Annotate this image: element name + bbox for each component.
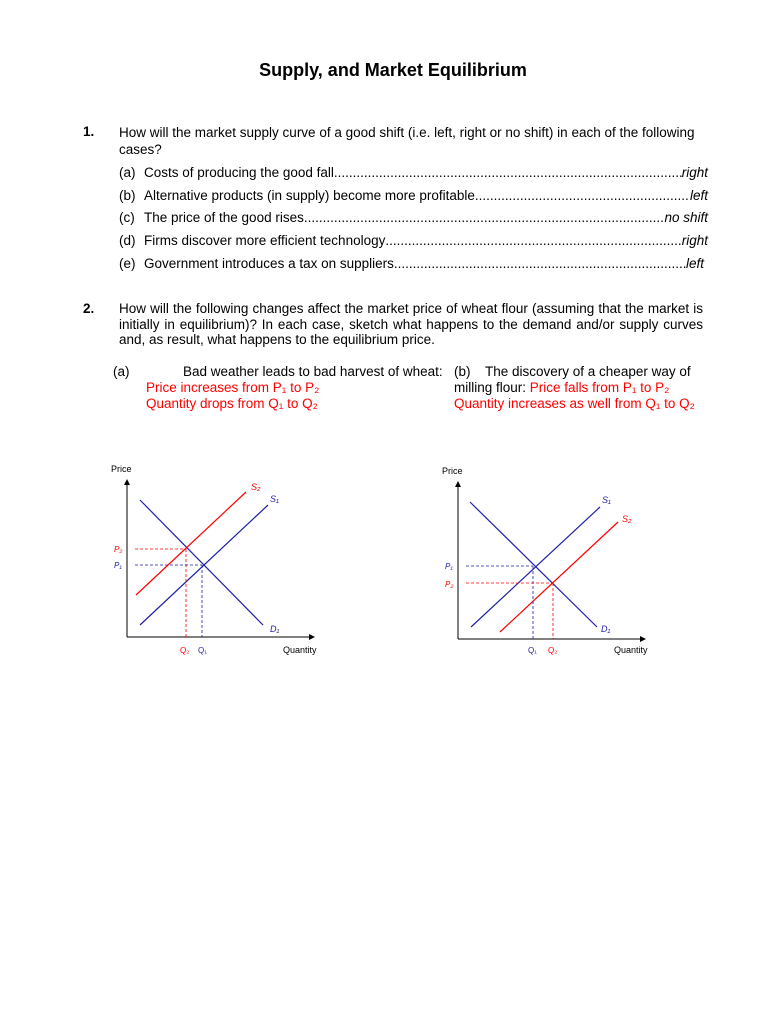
p1-label: P₁ — [445, 562, 453, 571]
q1-label: Q₁ — [198, 646, 207, 655]
q2a-text: Bad weather leads to bad harvest of wheat: — [183, 364, 443, 379]
q1-item-c — [119, 210, 708, 225]
q2b-answer-price-line — [454, 380, 669, 396]
y-axis-label: Price — [111, 464, 132, 474]
q1-label: Q₁ — [528, 646, 537, 655]
question-2-text: How will the following changes affect the market price of wheat flour (assuming that the market is initially in equilibrium)? In each case, sketch what happens to the demand and/or supply curves and, as result, what happens to the equilibrium price. — [119, 301, 703, 347]
q1-item-b — [119, 188, 708, 203]
item-label: (a) — [119, 165, 136, 180]
x-axis-label: Quantity — [283, 645, 317, 655]
item-answer: right — [681, 165, 708, 180]
question-2-number: 2. — [83, 301, 95, 316]
item-label: (e) — [119, 256, 136, 271]
d1-label: D₁ — [601, 624, 611, 634]
s1-label: S₁ — [270, 494, 279, 504]
leader-dots — [394, 256, 686, 271]
item-text: Government introduces a tax on suppliers — [144, 256, 394, 271]
question-1-number: 1. — [83, 124, 95, 139]
item-text: Costs of producing the good fall — [144, 165, 334, 180]
leader-dots — [385, 233, 681, 248]
item-answer: right — [681, 233, 708, 248]
leader-dots — [475, 188, 690, 203]
supply-curve-new — [136, 492, 246, 595]
item-answer: no shift — [664, 210, 708, 225]
page-title: Supply, and Market Equilibrium — [259, 60, 527, 80]
q2-label: Q₂ — [548, 646, 558, 655]
supply-curve-new — [500, 522, 618, 632]
item-label: (c) — [119, 210, 135, 225]
s2-label: S₂ — [622, 514, 632, 524]
leader-dots — [304, 210, 665, 225]
q1-item-d — [119, 233, 708, 248]
question-1-text: How will the market supply curve of a good shift (i.e. left, right or no shift) in each of the following cases? — [119, 125, 695, 157]
graph-b — [432, 455, 672, 660]
item-text: Firms discover more efficient technology — [144, 233, 386, 248]
q2-label: Q₂ — [180, 646, 190, 655]
graph-a — [100, 455, 340, 660]
q2b-answer-price: Price falls from P₁ to P₂ — [529, 380, 670, 395]
d1-label: D₁ — [270, 624, 280, 634]
q2b-answer-quantity: Quantity increases as well from Q₁ to Q₂ — [454, 396, 695, 411]
leader-dots — [334, 165, 682, 180]
item-label: (d) — [119, 233, 136, 248]
p2-label: P₂ — [114, 545, 123, 554]
q2b-text-cont: milling flour: — [454, 380, 527, 395]
q1-item-a — [119, 165, 708, 180]
q2b-label: (b) — [454, 364, 471, 379]
demand-curve — [470, 502, 597, 627]
p2-label: P₂ — [445, 580, 454, 589]
x-axis-label: Quantity — [614, 645, 648, 655]
item-text: The price of the good rises — [144, 210, 304, 225]
q2b-text: The discovery of a cheaper way of — [485, 364, 691, 379]
item-text: Alternative products (in supply) become more profitable — [144, 188, 475, 203]
item-answer: left — [689, 188, 708, 203]
p1-label: P₁ — [114, 561, 122, 570]
q2a-label: (a) — [113, 364, 130, 379]
q1-item-e — [119, 256, 704, 271]
y-axis-label: Price — [442, 466, 463, 476]
item-label: (b) — [119, 188, 136, 203]
q2a-answer-price: Price increases from P₁ to P₂ — [146, 380, 320, 395]
demand-curve — [140, 500, 263, 625]
supply-curve-original — [471, 507, 600, 627]
supply-curve-original — [140, 505, 268, 625]
s1-label: S₁ — [602, 495, 611, 505]
item-answer: left — [685, 256, 704, 271]
q2a-answer-quantity: Quantity drops from Q₁ to Q₂ — [146, 396, 318, 411]
s2-label: S₂ — [251, 482, 261, 492]
